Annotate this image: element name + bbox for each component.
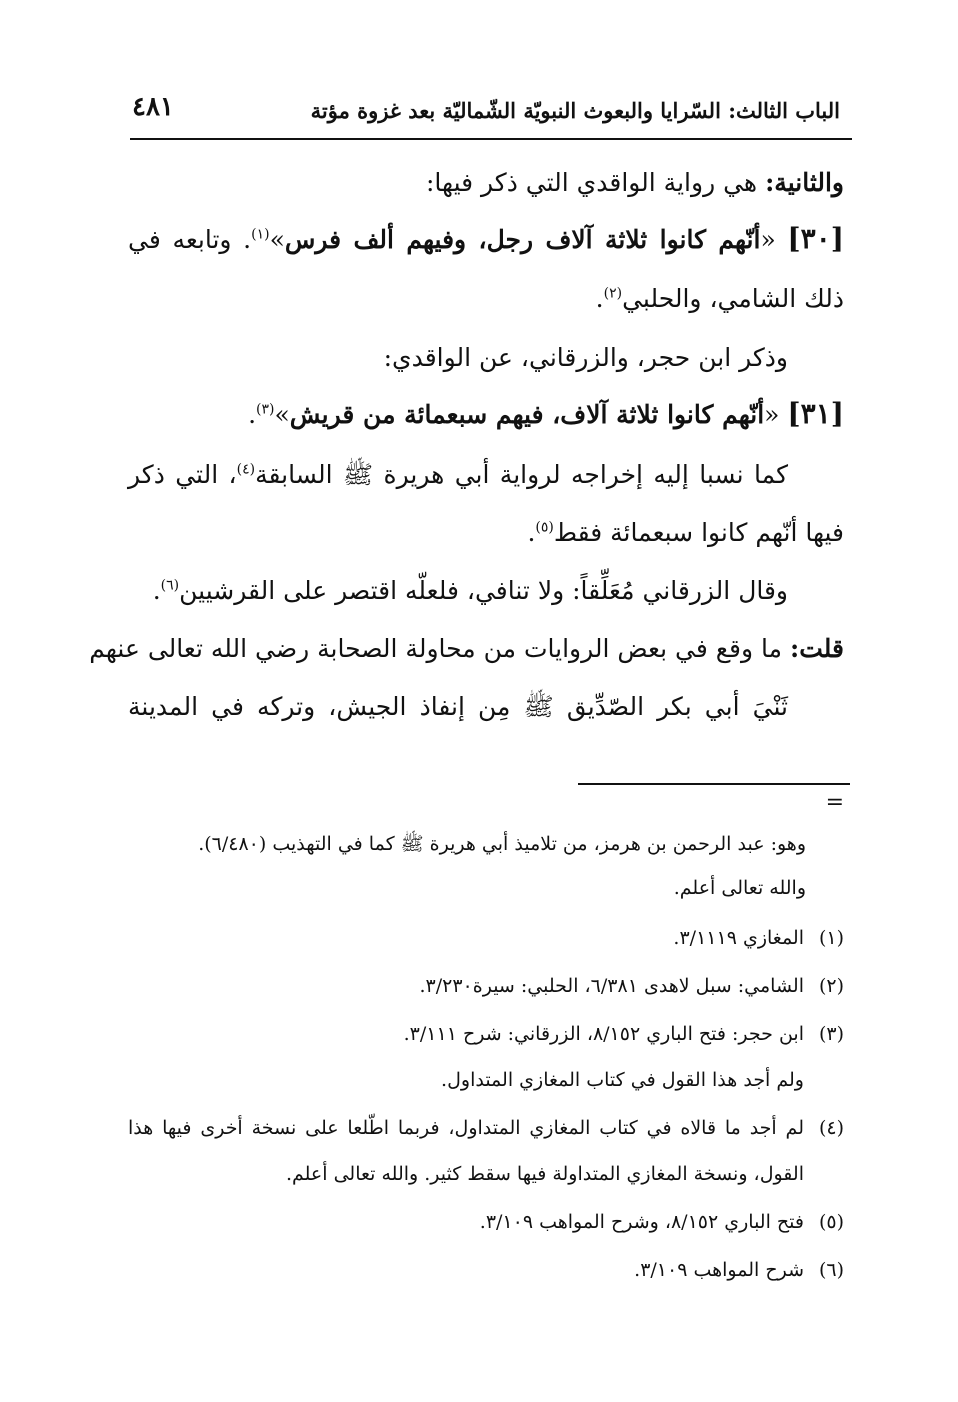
footnote-text: المغازي ٣/١١١٩. (673, 927, 804, 949)
body-line-10 (128, 690, 788, 724)
body-line-6 (128, 458, 788, 492)
footnote-ref: (٢) (603, 285, 623, 302)
footnote-ref: (٣) (256, 401, 275, 418)
footnote-4 (128, 1114, 844, 1142)
body-line-9 (89, 632, 844, 666)
term-label: قلت: (789, 634, 844, 663)
footnote-1 (673, 924, 844, 952)
footnote-3 (404, 1020, 844, 1048)
body-line-4 (384, 341, 788, 375)
header-rule (130, 138, 852, 140)
body-line-7 (527, 516, 844, 550)
line-text: هي رواية الواقدي التي ذكر فيها: (426, 168, 766, 197)
line-text: . (595, 284, 604, 313)
line-text: ثَنْيَ أبي بكر الصّدِّيق ﷺ مِن إنفاذ الجيش، وتركه في المدينة (128, 692, 788, 721)
line-text: . وتابعه في (128, 225, 252, 254)
running-header-title: الباب الثالث: السّرايا والبعوث النبويّة الشّماليّة بعد غزوة مؤتة (310, 98, 840, 123)
body-line-3 (596, 282, 844, 316)
page-number: ٤٨١ (132, 92, 174, 122)
footnote-ref: (١) (251, 226, 270, 243)
footnote-continuation-line-1: وهو: عبد الرحمن بن هرمز، من تلاميذ أبي هريرة ﷺ كما في التهذيب (٦/٤٨٠). (198, 833, 806, 855)
line-text: وقال الزرقاني مُعَلِّقاً: ولا تنافي، فلعلّه اقتصر على القرشيين (179, 576, 788, 605)
line-text: كما نسبا إليه إخراجه لرواية أبي هريرة ﷺ السابقة (255, 460, 788, 489)
line-text: ذلك الشامي، والحلبي (622, 284, 844, 313)
footnote-continuation-mark: = (825, 790, 844, 815)
footnote-mark: (١) (818, 927, 844, 949)
footnote-ref: (٤) (236, 461, 256, 478)
line-text: . (152, 576, 161, 605)
quoted-text: أنّهم كانوا ثلاثة آلاف رجل، وفيهم ألف فرس (284, 225, 761, 254)
footnote-text: شرح المواهب ٣/١٠٩. (634, 1259, 804, 1281)
line-text: . (527, 518, 536, 547)
quote-number: [٣١] (787, 397, 844, 430)
quote-close: » (269, 225, 285, 254)
quote-number: [٣٠] (787, 222, 844, 255)
footnote-ref: (٥) (535, 519, 554, 536)
line-text: . (248, 400, 257, 429)
footnote-2 (419, 972, 844, 1000)
quoted-text: أنّهم كانوا ثلاثة آلاف، فيهم سبعمائة من قريش (289, 400, 765, 429)
footnote-5 (480, 1208, 844, 1236)
quote-open: « (760, 225, 788, 254)
footnote-ref: (٦) (160, 577, 180, 594)
line-text: وذكر ابن حجر، والزرقاني، عن الواقدي: (383, 343, 788, 372)
footnote-text: فتح الباري ٨/١٥٢، وشرح المواهب ٣/١٠٩. (479, 1211, 804, 1233)
footnote-mark: (٢) (818, 975, 844, 997)
body-line-5 (248, 397, 844, 432)
footnote-mark: (٣) (818, 1023, 844, 1045)
footnote-6 (634, 1256, 844, 1284)
body-line-1 (426, 166, 844, 200)
footnote-continuation-line-2: والله تعالى أعلم. (673, 877, 806, 899)
footnote-text: الشامي: سبل لاهدى ٦/٣٨١، الحلبي: سيرة٣/٢٣٠. (419, 975, 804, 997)
quote-open: « (764, 400, 788, 429)
footnote-text: ابن حجر: فتح الباري ٨/١٥٢، الزرقاني: شرح ٣/١١١. (403, 1023, 804, 1045)
footnote-mark: (٦) (818, 1259, 844, 1281)
footnote-4-extra: القول، ونسخة المغازي المتداولة فيها سقط كثير. والله تعالى أعلم. (285, 1163, 804, 1185)
line-text: ما وقع في بعض الروايات من محاولة الصحابة رضي الله تعالى عنهم (89, 634, 790, 663)
footnote-mark: (٤) (818, 1117, 844, 1139)
footnote-text: لم أجد ما قالاه في كتاب المغازي المتداول، فربما اطّلعا على نسخة أخرى فيها هذا (128, 1117, 804, 1139)
footnote-mark: (٥) (818, 1211, 844, 1233)
body-line-2 (128, 222, 844, 257)
body-line-8 (153, 574, 788, 608)
line-text: فيها أنّهم كانوا سبعمائة فقط (553, 518, 844, 547)
quote-close: » (274, 400, 290, 429)
term-label: والثانية: (765, 168, 844, 197)
line-text: ، التي ذكر (128, 460, 237, 489)
footnote-3-extra: ولم أجد هذا القول في كتاب المغازي المتداول. (441, 1069, 804, 1091)
footnote-rule (578, 783, 850, 785)
